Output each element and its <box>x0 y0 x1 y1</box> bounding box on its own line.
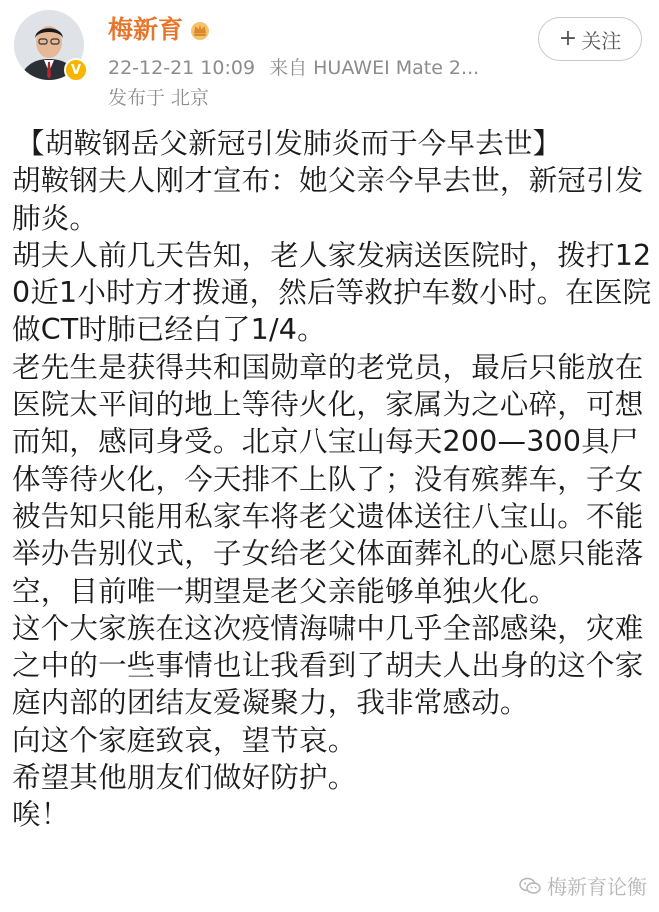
post-body <box>12 125 652 834</box>
wechat-icon <box>519 877 541 895</box>
follow-button[interactable] <box>538 17 642 61</box>
post-location: 发布于 北京 <box>108 87 210 109</box>
author-name[interactable]: 梅新育 <box>108 15 184 44</box>
post-paragraph: 唉！ <box>12 798 70 832</box>
post-paragraph: 希望其他朋友们做好防护。 <box>12 761 357 795</box>
post-source: 来自 HUAWEI Mate 2... <box>269 57 480 79</box>
post-header <box>0 0 659 120</box>
member-crown-icon <box>189 19 211 41</box>
post-title: 【胡鞍钢岳父新冠引发肺炎而于今早去世】 <box>16 127 562 160</box>
post-paragraph: 向这个家庭致哀，望节哀。 <box>12 723 357 757</box>
post-paragraph: 老先生是获得共和国勋章的老党员，最后只能放在医院太平间的地上等待火化，家属为之心碎，可想而知，感同身受。北京八宝山每天200—300具尸体等待火化，今天排不上队了；没有殡葬车，子女被告知只能用私家车将老父遗体送往八宝山。不能举办告别仪式，子女给老父体面葬礼的心愿只能落空，目前唯一期望是老父亲能够单独火化。 <box>12 350 644 608</box>
post-paragraph: 这个大家族在这次疫情海啸中几乎全部感染，灾难之中的一些事情也让我看到了胡夫人出身的这个家庭内部的团结友爱凝聚力，我非常感动。 <box>12 611 644 720</box>
author-name-row <box>108 14 211 46</box>
post-datetime: 22-12-21 10:09 <box>108 57 256 79</box>
post-meta <box>108 56 479 80</box>
follow-button-label: 关注 <box>581 28 622 53</box>
watermark-text: 梅新育论衡 <box>547 875 647 899</box>
post-paragraph: 胡夫人前几天告知，老人家发病送医院时，拨打120近1小时方才拨通，然后等救护车数小时。在医院做CT时肺已经白了1/4。 <box>12 238 652 347</box>
verified-badge-icon: V <box>64 58 88 82</box>
watermark <box>519 871 647 900</box>
post-paragraph: 胡鞍钢夫人刚才宣布：她父亲今早去世，新冠引发肺炎。 <box>12 164 644 235</box>
plus-icon: + <box>558 26 578 51</box>
